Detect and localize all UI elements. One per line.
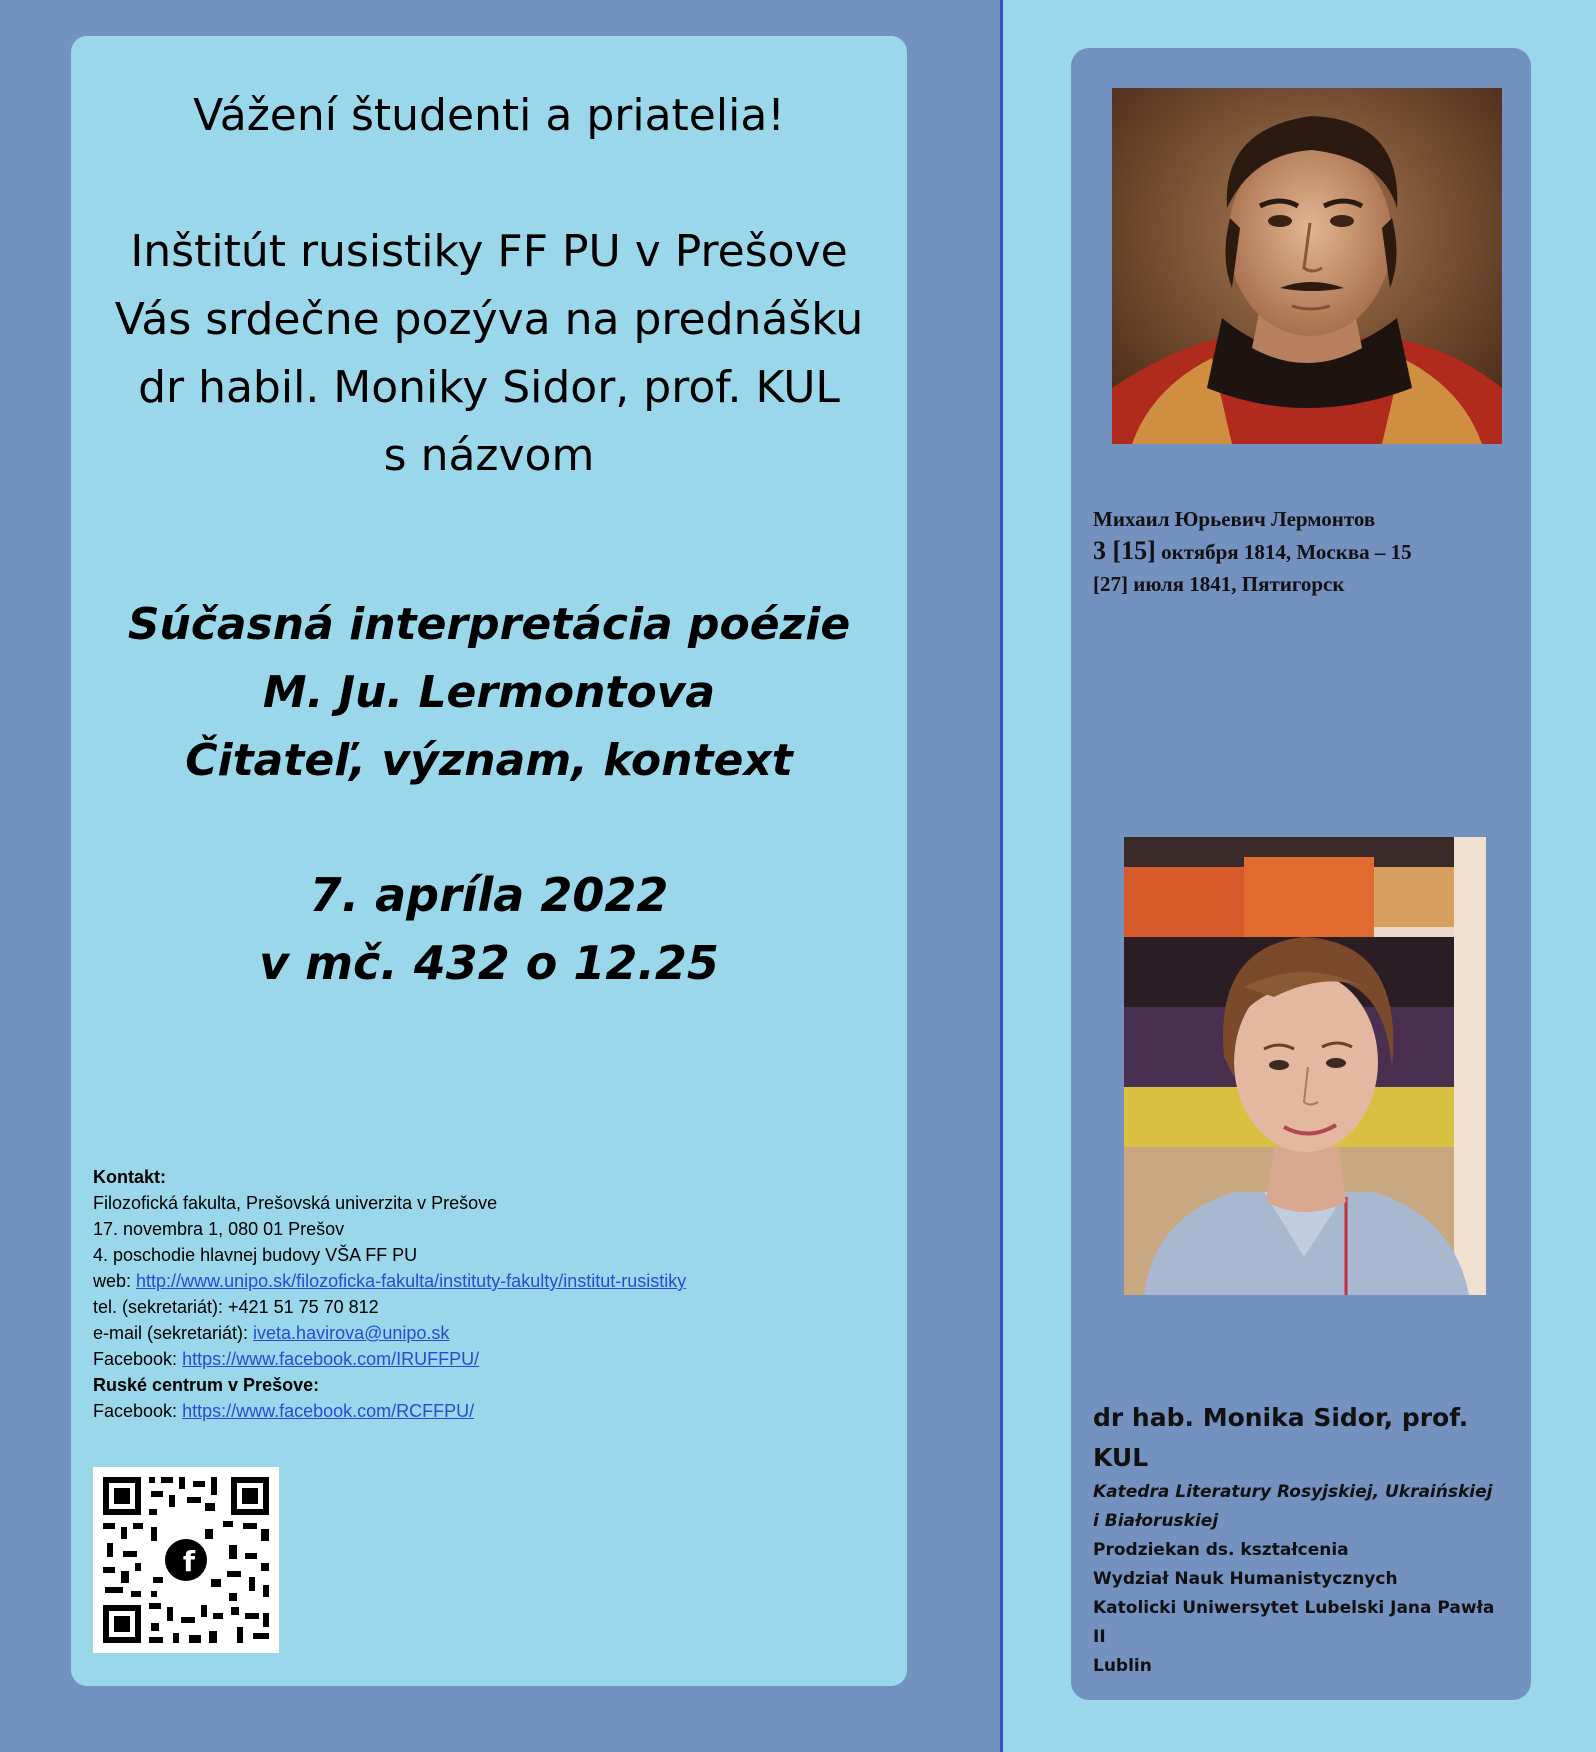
caption-dates [1093,535,1533,568]
speaker-university-cont: II [1093,1627,1106,1647]
facebook-row-2 [93,1398,893,1424]
caption-death: [27] июля 1841, Пятигорск [1093,572,1345,596]
facebook-label: Facebook: [93,1401,183,1421]
speaker-department-cont: i Białoruskiej [1093,1511,1219,1531]
lermontov-portrait [1112,88,1502,444]
email-link[interactable]: iveta.havirova@unipo.sk [253,1323,450,1343]
title-line: Súčasná interpretácia poézie [127,599,851,650]
invite-line: dr habil. Moniky Sidor, prof. KUL [138,362,840,413]
speaker-city: Lublin [1093,1656,1152,1676]
lecture-title [71,591,907,795]
web-link[interactable]: http://www.unipo.sk/filozoficka-fakulta/instituty-fakulty/institut-rusistiky [136,1271,687,1291]
greeting: Vážení študenti a priatelia! [193,90,785,141]
column-divider [1000,0,1003,1752]
lermontov-caption [1093,503,1533,600]
facebook-link[interactable]: https://www.facebook.com/IRUFFPU/ [182,1349,480,1369]
title-line: M. Ju. Lermontova [262,667,716,718]
speaker-university: Katolicki Uniwersytet Lubelski Jana Pawła [1093,1598,1495,1618]
facebook-label: Facebook: [93,1349,183,1369]
contact-line: 17. novembra 1, 080 01 Prešov [93,1219,345,1239]
svg-text:f: f [182,1545,196,1578]
caption-birth-day: 3 [15] [1093,536,1156,565]
speaker-department: Katedra Literatury Rosyjskiej, Ukraińskiej [1093,1482,1493,1502]
speaker-panel [1071,48,1531,1700]
qr-code [93,1467,279,1653]
room-time-line: v mč. 432 o 12.25 [259,936,719,990]
invite-line: Inštitút rusistiky FF PU v Prešove [130,226,848,277]
contact-line: 4. poschodie hlavnej budovy VŠA FF PU [93,1245,418,1265]
speaker-role: Prodziekan ds. kształcenia [1093,1540,1349,1560]
invite-line: Vás srdečne pozýva na prednášku [114,294,864,345]
email-row [93,1320,893,1346]
contact-block [93,1164,893,1424]
russian-center-heading: Ruské centrum v Prešove: [93,1375,320,1395]
tel-line: tel. (sekretariát): +421 51 75 70 812 [93,1297,379,1317]
speaker-faculty: Wydział Nauk Humanistycznych [1093,1569,1398,1589]
contact-heading: Kontakt: [93,1167,166,1187]
lecture-date [71,861,907,997]
web-label: web: [93,1271,137,1291]
caption-name: Михаил Юрьевич Лермонтов [1093,507,1376,531]
caption-birth: октября 1814, Москва – 15 [1155,540,1412,564]
email-label: e-mail (sekretariát): [93,1323,254,1343]
web-row [93,1268,893,1294]
title-line: Čitateľ, význam, kontext [185,735,793,786]
contact-line: Filozofická fakulta, Prešovská univerzita v Prešove [93,1193,498,1213]
facebook-link-2[interactable]: https://www.facebook.com/RCFFPU/ [182,1401,475,1421]
speaker-bio [1093,1398,1523,1681]
invitation-panel [71,36,907,1686]
invite-line: s názvom [383,430,595,481]
facebook-row [93,1346,893,1372]
date-line: 7. apríla 2022 [309,868,669,922]
sidor-photo [1124,837,1486,1295]
speaker-name: dr hab. Monika Sidor, prof. KUL [1093,1403,1469,1472]
invitation-text [71,218,907,490]
